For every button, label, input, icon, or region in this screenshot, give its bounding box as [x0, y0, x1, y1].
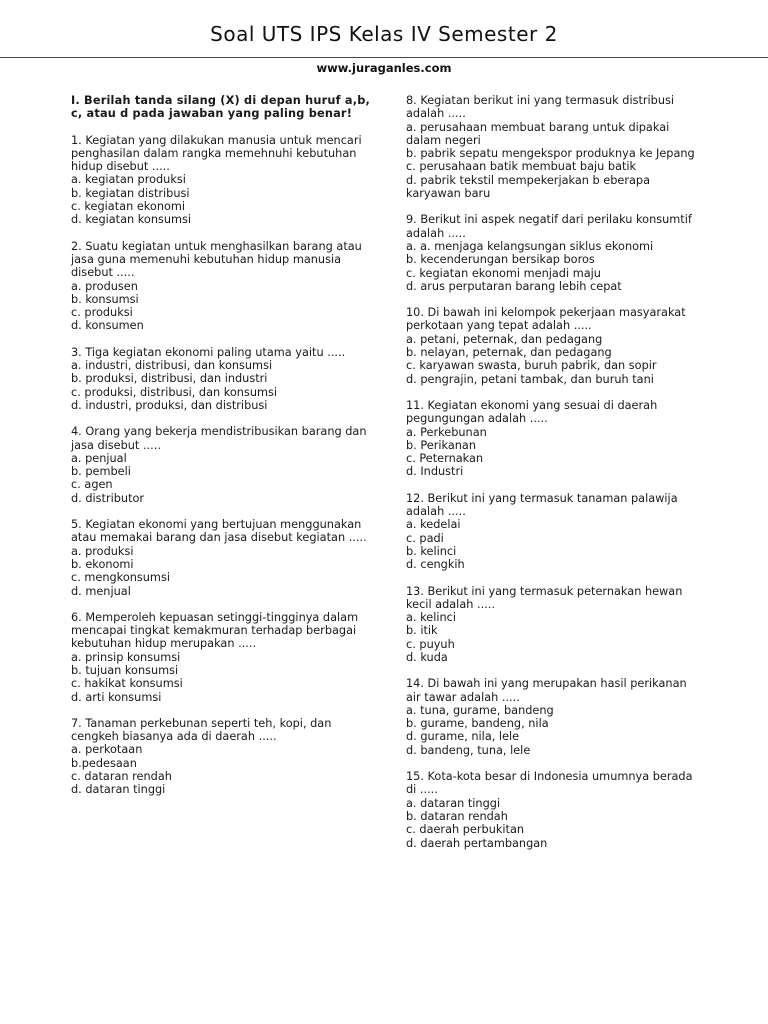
answer-option: d. cengkih — [406, 558, 465, 572]
question-1 — [71, 134, 381, 227]
answer-option: c. kegiatan ekonomi — [71, 200, 186, 214]
answer-option: d. Industri — [406, 465, 464, 479]
question-text: 15. Kota-kota besar di Indonesia umumnya berada di ..... — [406, 770, 697, 797]
answer-option: b. tujuan konsumsi — [71, 663, 179, 677]
answer-option: c. dataran rendah — [71, 770, 172, 784]
question-7 — [71, 717, 381, 797]
answer-option: c. daerah perbukitan — [406, 823, 525, 837]
answer-option: b. ekonomi — [71, 557, 134, 571]
answer-option: a. dataran tinggi — [406, 796, 501, 810]
answer-option: d. distributor — [71, 491, 145, 505]
answer-option: a. produksi — [71, 544, 134, 558]
answer-option: b. produksi, distribusi, dan industri — [71, 372, 268, 386]
answer-option: d. arti konsumsi — [71, 690, 162, 704]
answer-option: c. perusahaan batik membuat baju batik — [406, 160, 637, 174]
answer-option: d. industri, produksi, dan distribusi — [71, 398, 268, 412]
answer-option: a. penjual — [71, 451, 127, 465]
answer-option: c. mengkonsumsi — [71, 571, 170, 585]
question-2 — [71, 240, 381, 333]
question-text: 11. Kegiatan ekonomi yang sesuai di daerah pegungungan adalah ..... — [406, 398, 661, 426]
question-text: 7. Tanaman perkebunan seperti teh, kopi, dan cengkeh biasanya ada di daerah ..... — [71, 716, 335, 744]
answer-option: b. itik — [406, 624, 438, 638]
answer-option: d. gurame, nila, lele — [406, 730, 520, 744]
question-6 — [71, 611, 381, 704]
answer-option: c. puyuh — [406, 637, 455, 651]
question-text: 8. Kegiatan berikut ini yang termasuk distribusi adalah ..... — [406, 94, 678, 121]
question-text: 5. Kegiatan ekonomi yang bertujuan menggunakan atau memakai barang dan jasa disebut kegiatan ..... — [71, 518, 367, 545]
answer-option: d. konsumen — [71, 319, 144, 333]
answer-option: a. petani, peternak, dan pedagang — [406, 332, 603, 346]
answer-option: d. pengrajin, petani tambak, dan buruh tani — [406, 372, 654, 386]
question-11 — [406, 399, 696, 479]
answer-option: b. nelayan, peternak, dan pedagang — [406, 346, 612, 360]
answer-option: b. pembeli — [71, 465, 131, 479]
answer-option: d. daerah pertambangan — [406, 836, 548, 850]
answer-option: c. Peternakan — [406, 452, 484, 466]
answer-option: d. dataran tinggi — [71, 783, 166, 797]
question-text: 14. Di bawah ini yang merupakan hasil perikanan air tawar adalah ..... — [406, 677, 691, 704]
question-4 — [71, 425, 381, 505]
right-column — [406, 94, 696, 863]
question-14 — [406, 677, 696, 757]
left-column — [71, 94, 381, 810]
answer-option: d. kegiatan konsumsi — [71, 213, 192, 227]
answer-option: b. Perikanan — [406, 438, 477, 452]
answer-option: d. pabrik tekstil mempekerjakan b eberapa karyawan baru — [406, 173, 654, 201]
answer-option: b. kecenderungan bersikap boros — [406, 253, 595, 267]
answer-option: a. kedelai — [406, 518, 461, 532]
answer-option: a. perusahaan membuat barang untuk dipakai dalam negeri — [406, 120, 673, 147]
answer-option: c. padi — [406, 531, 444, 545]
question-5 — [71, 518, 381, 598]
question-text: 6. Memperoleh kepuasan setinggi-tingginya dalam mencapai tingkat kemakmuran terhadap berbagai kebutuhan hidup merupakan ..... — [71, 610, 362, 651]
question-10 — [406, 306, 696, 386]
answer-option: a. kegiatan produksi — [71, 173, 186, 187]
answer-option: a. industri, distribusi, dan konsumsi — [71, 359, 273, 373]
question-12 — [406, 492, 696, 572]
instruction-text: I. Berilah tanda silang (X) di depan huruf a,b, c, atau d pada jawaban yang paling benar! — [71, 94, 371, 121]
answer-option: c. produksi, distribusi, dan konsumsi — [71, 385, 278, 399]
answer-option: a. a. menjaga kelangsungan siklus ekonomi — [406, 239, 654, 253]
answer-option: c. hakikat konsumsi — [71, 677, 183, 691]
header-divider — [0, 57, 768, 58]
answer-option: b. kelinci — [406, 544, 457, 558]
answer-option: c. kegiatan ekonomi menjadi maju — [406, 266, 601, 280]
question-text: 9. Berikut ini aspek negatif dari perilaku konsumtif adalah ..... — [406, 213, 696, 240]
question-text: 2. Suatu kegiatan untuk menghasilkan barang atau jasa guna memenuhi kebutuhan hidup manusia disebut ..... — [71, 239, 366, 280]
page-title: Soal UTS IPS Kelas IV Semester 2 — [210, 22, 558, 46]
answer-option: b. pabrik sepatu mengekspor produknya ke Jepang — [406, 147, 695, 161]
question-9 — [406, 213, 696, 293]
answer-option: a. Perkebunan — [406, 425, 487, 439]
website-url: www.juraganles.com — [316, 61, 452, 75]
question-text: 12. Berikut ini yang termasuk tanaman palawija adalah ..... — [406, 491, 682, 519]
answer-option: c. karyawan swasta, buruh pabrik, dan sopir — [406, 359, 657, 373]
answer-option: d. kuda — [406, 650, 448, 664]
answer-option: a. perkotaan — [71, 743, 143, 757]
answer-option: c. produksi — [71, 306, 133, 320]
answer-option: a. produsen — [71, 279, 138, 293]
answer-option: b. kegiatan distribusi — [71, 186, 190, 200]
answer-option: d. bandeng, tuna, lele — [406, 743, 531, 757]
question-15 — [406, 770, 696, 850]
answer-option: d. menjual — [71, 584, 131, 598]
answer-option: b. dataran rendah — [406, 809, 508, 823]
answer-option: d. arus perputaran barang lebih cepat — [406, 279, 622, 293]
answer-option: b.pedesaan — [71, 756, 137, 770]
question-8 — [406, 94, 696, 200]
question-text: 1. Kegiatan yang dilakukan manusia untuk mencari penghasilan dalam rangka memehnuhi kebutuhan hidup disebut ..... — [71, 133, 366, 174]
question-13 — [406, 585, 696, 665]
answer-option: a. kelinci — [406, 611, 456, 625]
question-text: 3. Tiga kegiatan ekonomi paling utama yaitu ..... — [71, 345, 346, 359]
answer-option: c. agen — [71, 478, 113, 492]
question-text: 10. Di bawah ini kelompok pekerjaan masyarakat perkotaan yang tepat adalah ..... — [406, 306, 690, 333]
answer-option: b. gurame, bandeng, nila — [406, 717, 549, 731]
answer-option: a. tuna, gurame, bandeng — [406, 703, 554, 717]
answer-option: a. prinsip konsumsi — [71, 650, 181, 664]
question-text: 13. Berikut ini yang termasuk peternakan hewan kecil adalah ..... — [406, 584, 686, 611]
question-3 — [71, 346, 381, 412]
question-text: 4. Orang yang bekerja mendistribusikan barang dan jasa disebut ..... — [71, 425, 371, 452]
answer-option: b. konsumsi — [71, 292, 139, 306]
